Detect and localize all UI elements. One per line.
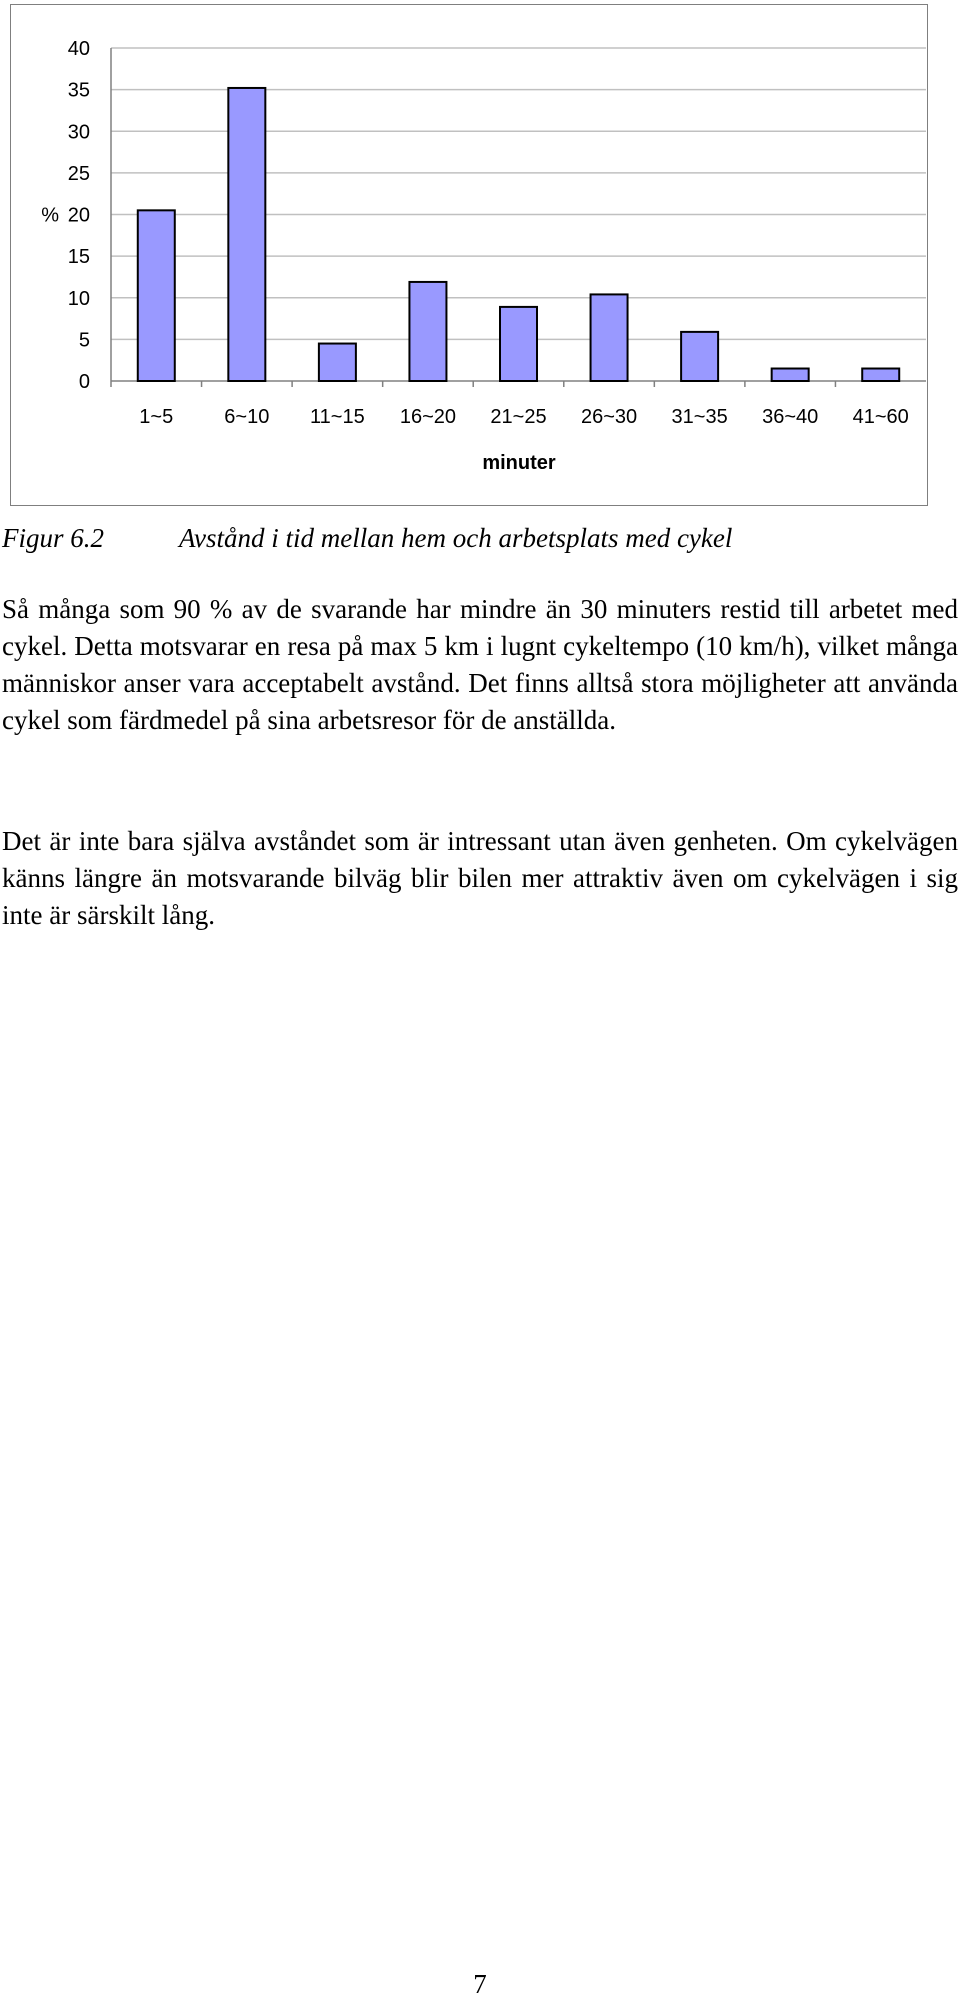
y-axis-label: % <box>41 204 59 227</box>
y-tick-label-4: 20 <box>67 204 90 227</box>
x-tick-label-8: 41~60 <box>852 406 909 428</box>
y-tick-label-1: 5 <box>78 329 90 352</box>
y-tick-label-5: 25 <box>67 162 90 185</box>
figure-title: Avstånd i tid mellan hem och arbetsplats med cykel <box>179 523 733 553</box>
figure-label: Figur 6.2 <box>2 523 105 553</box>
page-number: 7 <box>473 1969 487 1999</box>
x-tick-label-6: 31~35 <box>671 406 728 428</box>
body-paragraph-2: Det är inte bara själva avståndet som är intressant utan även genheten. Om cykelvägen känns längre än motsvarande bilväg blir bilen mer attraktiv även om cykelvägen i sig inte är särskilt lång. <box>2 826 958 930</box>
x-tick-label-7: 36~40 <box>762 406 819 428</box>
x-tick-label-2: 11~15 <box>310 406 365 428</box>
figure-caption <box>2 520 733 556</box>
y-tick-label-3: 15 <box>67 246 90 269</box>
body-paragraph-1: Så många som 90 % av de svarande har mindre än 30 minuters restid till arbetet med cykel. Detta motsvarar en resa på max 5 km i lugnt cykeltempo (10 km/h), vilket många människor anser vara acceptabelt avstånd. Det finns alltså stora möjligheter att använda cykel som färdmedel på sina arbetsresor för de anställda. <box>2 594 958 735</box>
bar-36~40 <box>772 369 809 381</box>
y-tick-label-7: 35 <box>67 79 90 102</box>
bar-chart <box>11 5 927 505</box>
bar-21~25 <box>500 307 537 381</box>
bar-11~15 <box>319 344 356 381</box>
bar-26~30 <box>591 294 628 381</box>
y-tick-label-2: 10 <box>67 287 90 310</box>
bar-31~35 <box>681 332 718 381</box>
x-tick-label-5: 26~30 <box>580 406 638 428</box>
x-tick-label-0: 1~5 <box>139 406 174 428</box>
x-tick-label-4: 21~25 <box>490 406 547 428</box>
x-tick-label-3: 16~20 <box>399 406 457 428</box>
bar-6~10 <box>228 88 265 381</box>
x-tick-label-1: 6~10 <box>224 406 270 428</box>
bar-1~5 <box>138 210 175 381</box>
bar-41~60 <box>862 369 899 381</box>
y-tick-label-8: 40 <box>67 38 90 60</box>
y-tick-label-0: 0 <box>78 371 90 393</box>
x-axis-label: minuter <box>482 452 556 474</box>
y-tick-label-6: 30 <box>67 121 90 144</box>
bar-16~20 <box>409 282 446 381</box>
chart-container <box>10 4 928 506</box>
